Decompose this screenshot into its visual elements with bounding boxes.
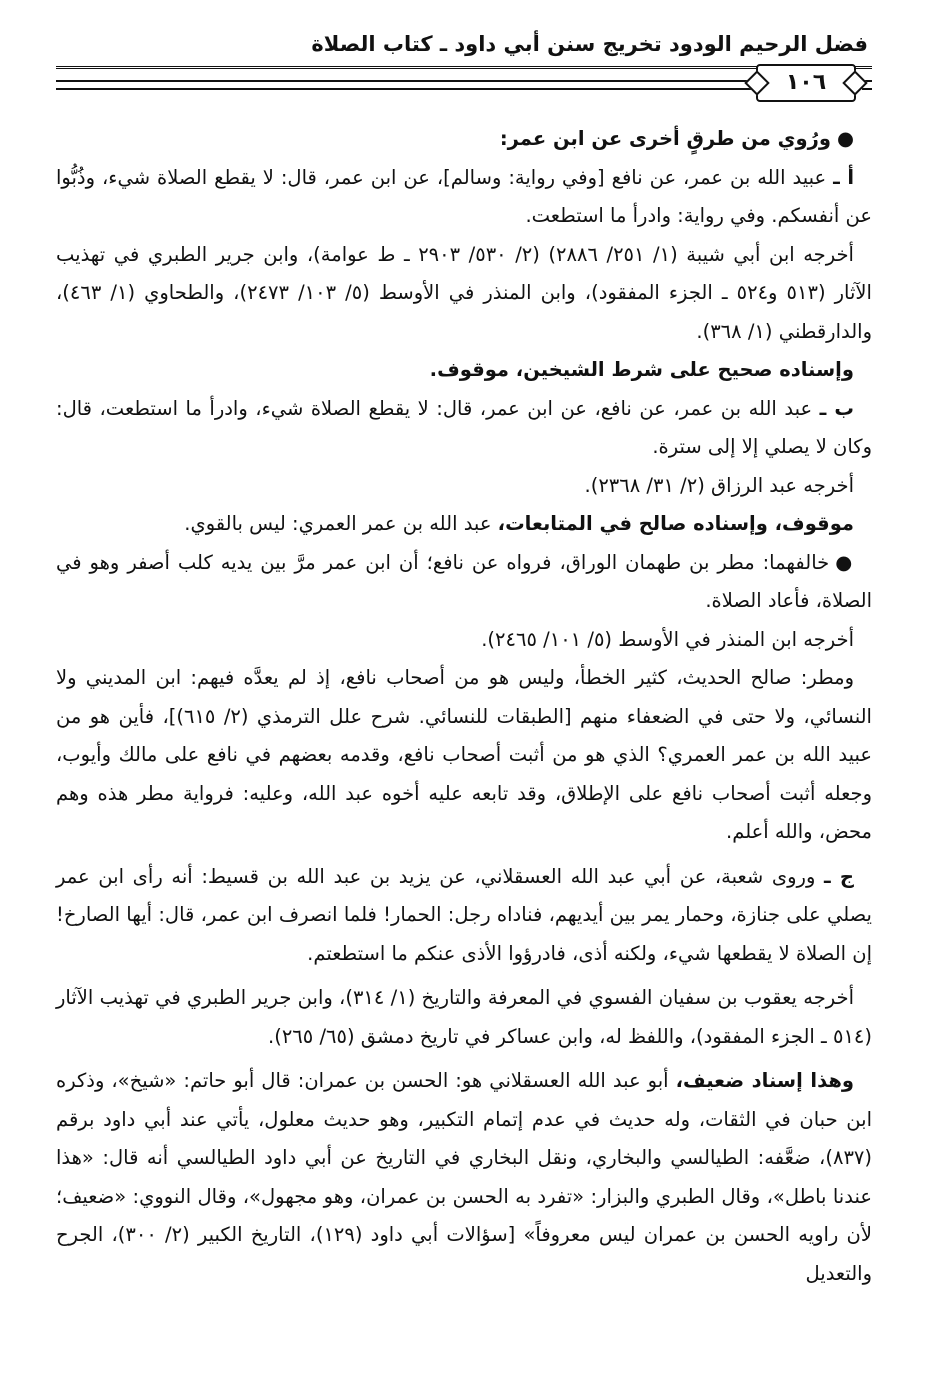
running-title: فضل الرحيم الودود تخريج سنن أبي داود ـ كتاب الصلاة: [311, 32, 868, 56]
paragraph-text: عبيد الله بن عمر، عن نافع [وفي رواية: وسالم]، عن ابن عمر، قال: لا يقطع الصلاة شيء، وذُبُّوا عن أنفسكم. وفي رواية: وادرأ ما استطعت.: [56, 165, 872, 227]
paragraph-text: أخرجه ابن المنذر في الأوسط (٥/ ١٠١/ ٢٤٦٥).: [481, 627, 854, 651]
paragraph: [56, 1062, 872, 1293]
paragraph-lead: ج ـ: [824, 864, 854, 888]
bullet-icon: ●: [835, 550, 855, 574]
paragraph: [56, 979, 872, 1056]
paragraph-text: وإسناده صحيح على شرط الشيخين، موقوف.: [429, 358, 854, 381]
paragraph-text: عبد الله بن عمر، عن نافع، عن ابن عمر، قال: لا يقطع الصلاة شيء، وادرأ ما استطعت، قال: وكان لا يصلي إلا إلى سترة.: [56, 396, 872, 458]
paragraph-text: ومطر: صالح الحديث، كثير الخطأ، وليس هو من أصحاب نافع، إذ لم يعدَّه فيهم: ابن المديني ولا النسائي، ولا حتى في الضعفاء منهم [الطبقات للنسائي. شرح علل الترمذي (٢/ ٦١٥)]، فأين هو من عبيد الله بن عمر العمري؟ الذي هو من أثبت أصحاب نافع، وقدمه بعضهم في نافع على مالك وأيوب، وجعله أثبت أصحاب نافع على الإطلاق، وقد تابعه عليه أخوه عبد الله، وعليه: فرواية مطر هذه وهم محض، والله أعلم.: [56, 666, 872, 843]
paragraph-text: أخرجه يعقوب بن سفيان الفسوي في المعرفة والتاريخ (١/ ٣١٤)، وابن جرير الطبري في تهذيب الآثار (٥١٤ ـ الجزء المفقود)، واللفظ له، وابن عساكر في تاريخ دمشق (٦٥/ ٢٦٥).: [56, 986, 872, 1048]
paragraph: [56, 351, 872, 390]
paragraph: [56, 236, 872, 352]
paragraph: [56, 467, 872, 506]
paragraph-text: أخرجه ابن أبي شيبة (١/ ٢٥١/ ٢٨٨٦) (٢/ ٥٣٠/ ٢٩٠٣ ـ ط عوامة)، وابن جرير الطبري في تهذيب الآثار (٥١٣ و٥٢٤ ـ الجزء المفقود)، وابن المنذر في الأوسط (٥/ ١٠٣/ ٢٤٧٣)، والطحاوي (١/ ٤٦٣)، والدارقطني (١/ ٣٦٨).: [56, 242, 872, 343]
paragraph: [56, 505, 872, 544]
decorative-rule: [56, 80, 752, 90]
paragraph-text: وروى شعبة، عن أبي عبد الله العسقلاني، عن يزيد بن عبد الله بن قسيط: أنه رأى ابن عمر يصلي على جنازة، وحمار يمر بين أيديهم، فناداه رجل: الحمار! فلما انصرف ابن عمر، قال: أيها الصارخ! إن الصلاة لا يقطعها شيء، ولكنه أذى، فادرؤوا الأذى عنكم ما استطعتم.: [56, 864, 872, 965]
paragraph: [56, 390, 872, 467]
body-text: [56, 120, 872, 1293]
paragraph-lead: وهذا إسناد ضعيف،: [675, 1069, 854, 1092]
book-page: [56, 26, 872, 1377]
page-number: ١٠٦: [756, 64, 856, 102]
paragraph-text: أخرجه عبد الرزاق (٢/ ٣١/ ٢٣٦٨).: [584, 473, 854, 497]
paragraph-text: أبو عبد الله العسقلاني هو: الحسن بن عمران: قال أبو حاتم: «شيخ»، وذكره ابن حبان في الثقات، وله حديث في عدم إتمام التكبير، وهو حديث معلول، يأتي عند أبي داود برقم (٨٣٧)، ضعَّفه: الطيالسي والبخاري، ونقل البخاري في التاريخ عن أبي داود الطيالسي أنه قال: «هذا عندنا باطل»، وقال الطبري والبزار: «تفرد به الحسن بن عمران، وهو مجهول»، وقال النووي: «ضعيف؛ لأن راويه الحسن بن عمران ليس معروفاً» [سؤالات أبي داود (١٢٩)، التاريخ الكبير (٢/ ٣٠٠)، الجرح والتعديل: [56, 1069, 872, 1285]
paragraph-text: خالفهما: مطر بن طهمان الوراق، فرواه عن نافع؛ أن ابن عمر مرَّ بين يديه كلب أصفر وهو في الصلاة، فأعاد الصلاة.: [56, 550, 872, 612]
paragraph-text: ورُوي من طرقٍ أخرى عن ابن عمر:: [499, 127, 831, 150]
page-number-row: [56, 60, 872, 112]
page-header: [56, 26, 872, 60]
paragraph-lead: ب ـ: [819, 396, 854, 420]
bullet-icon: ●: [836, 127, 854, 150]
paragraph: [56, 120, 872, 159]
paragraph: [56, 544, 872, 621]
paragraph-lead: أ ـ: [833, 165, 855, 189]
paragraph-lead: موقوف، وإسناده صالح في المتابعات،: [497, 512, 854, 535]
paragraph: [56, 159, 872, 236]
paragraph: [56, 621, 872, 660]
paragraph-text: عبد الله بن عمر العمري: ليس بالقوي.: [184, 512, 498, 535]
paragraph: [56, 659, 872, 852]
paragraph: [56, 858, 872, 974]
